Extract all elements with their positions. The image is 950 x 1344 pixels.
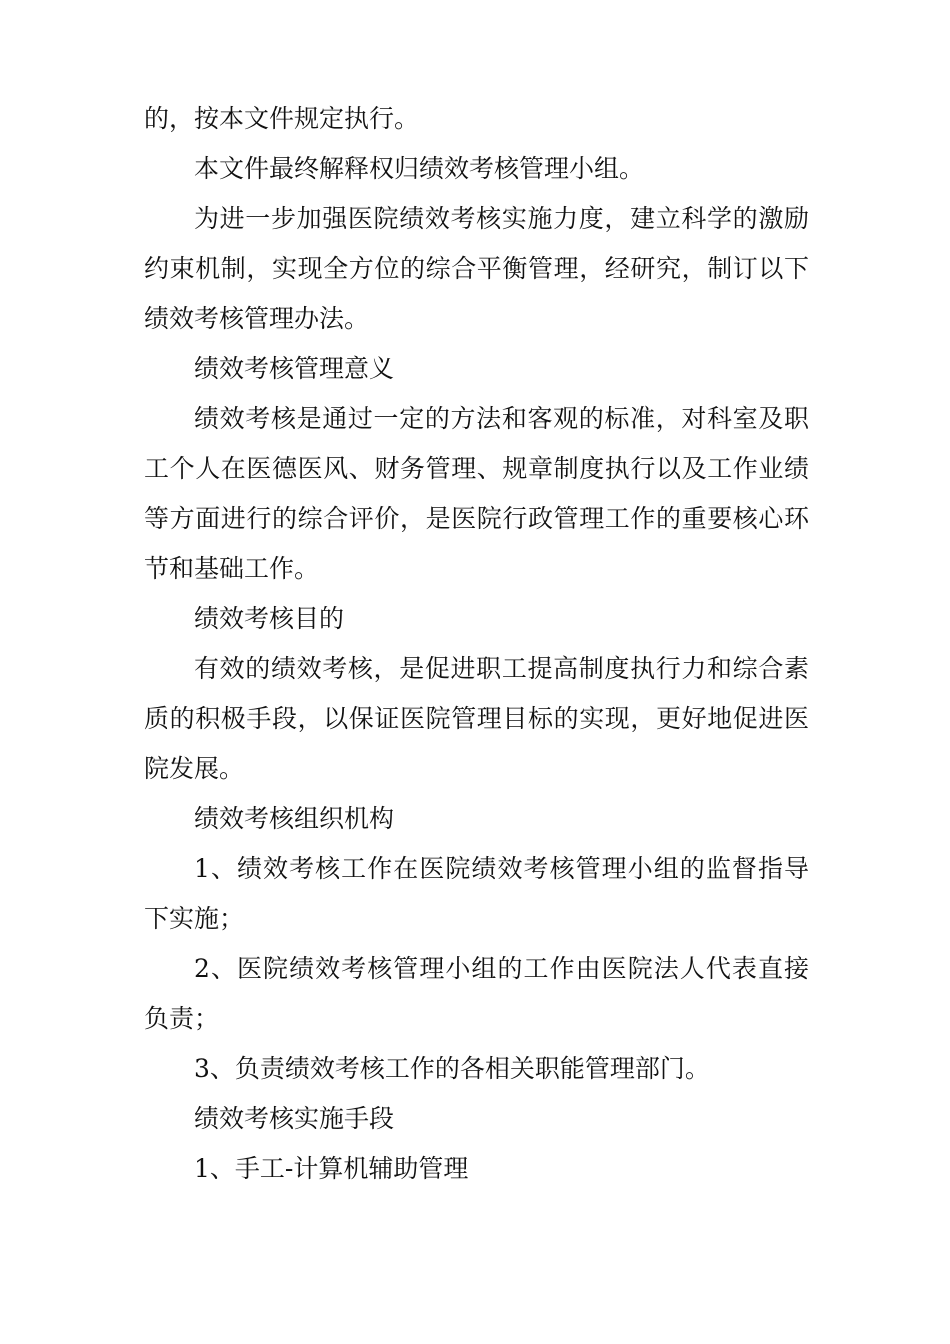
paragraph: 绩效考核是通过一定的方法和客观的标准，对科室及职工个人在医德医风、财务管理、规章制度执行以及工作业绩等方面进行的综合评价，是医院行政管理工作的重要核心环节和基础工作。 xyxy=(144,404,809,583)
section-heading: 绩效考核组织机构 xyxy=(194,804,395,833)
document-page xyxy=(144,94,809,1194)
paragraph: 有效的绩效考核，是促进职工提高制度执行力和综合素质的积极手段，以保证医院管理目标的实现，更好地促进医院发展。 xyxy=(144,654,809,783)
paragraph: 为进一步加强医院绩效考核实施力度，建立科学的激励约束机制，实现全方位的综合平衡管理，经研究，制订以下绩效考核管理办法。 xyxy=(144,204,809,333)
list-item: 3、负责绩效考核工作的各相关职能管理部门。 xyxy=(194,1054,710,1083)
list-item: 1、绩效考核工作在医院绩效考核管理小组的监督指导下实施； xyxy=(144,854,809,933)
section-heading: 绩效考核实施手段 xyxy=(194,1104,395,1133)
section-heading: 绩效考核管理意义 xyxy=(194,354,395,383)
paragraph: 的，按本文件规定执行。 xyxy=(144,104,420,133)
paragraph: 本文件最终解释权归绩效考核管理小组。 xyxy=(194,154,645,183)
section-heading: 绩效考核目的 xyxy=(194,604,345,633)
list-item: 1、手工-计算机辅助管理 xyxy=(194,1154,469,1183)
list-item: 2、医院绩效考核管理小组的工作由医院法人代表直接负责； xyxy=(144,954,809,1033)
